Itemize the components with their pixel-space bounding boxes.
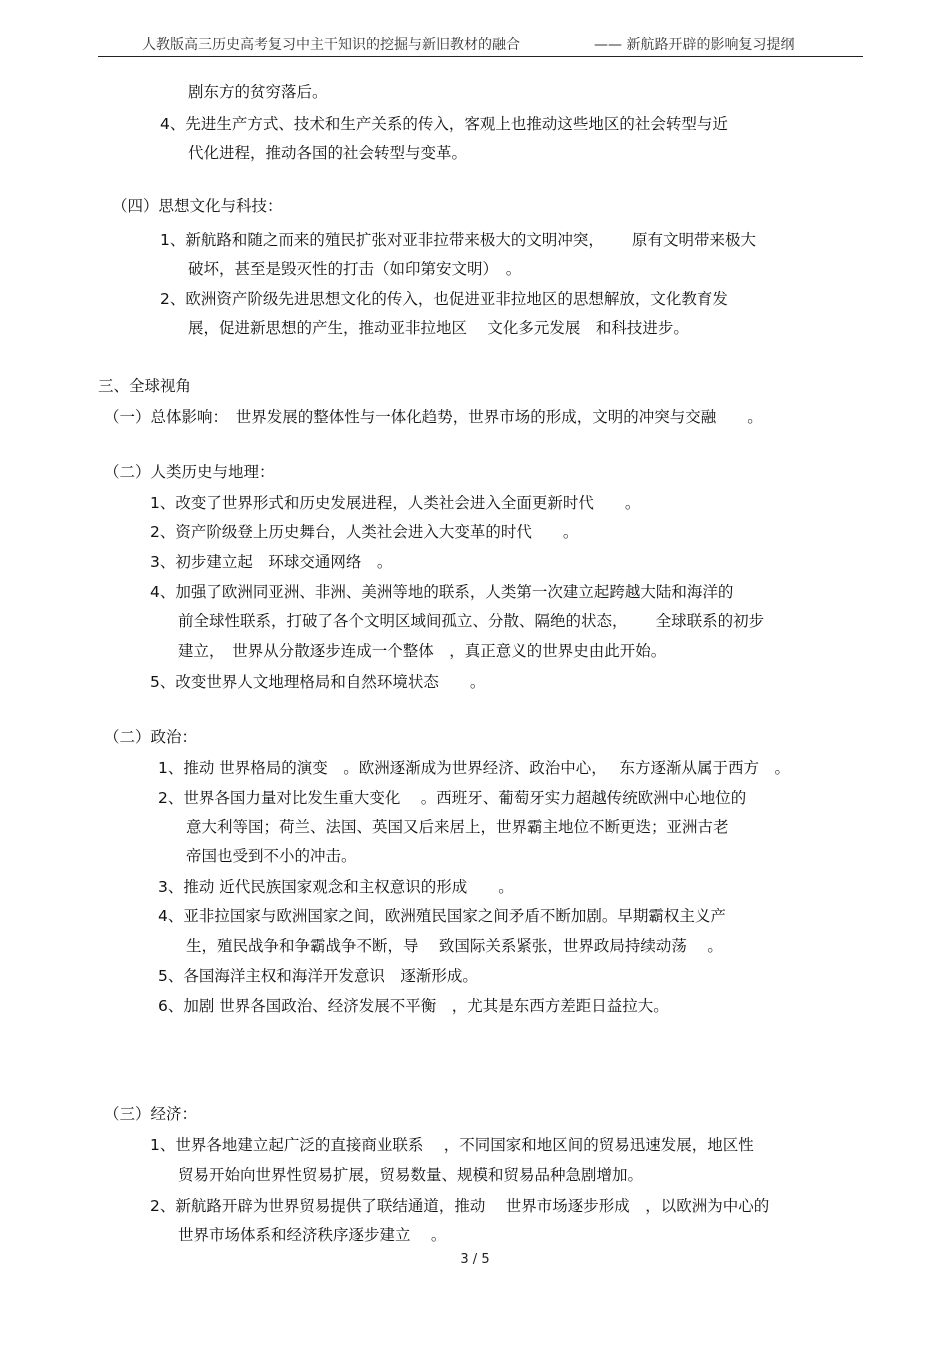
list-item: 3、初步建立起 环球交通网络 。 <box>150 553 393 571</box>
text-line: 剧东方的贫穷落后。 <box>188 83 328 101</box>
section-heading: （一）总体影响： 世界发展的整体性与一体化趋势，世界市场的形成，文明的冲突与交融 。 <box>104 408 763 426</box>
list-item: 4、加强了欧洲同亚洲、非洲、美洲等地的联系，人类第一次建立起跨越大陆和海洋的 <box>150 583 734 601</box>
list-item: 2、欧洲资产阶级先进思想文化的传入，也促进亚非拉地区的思想解放，文化教育发 <box>160 290 728 308</box>
text-line: 帝国也受到不小的冲击。 <box>186 847 357 865</box>
list-item: 2、新航路开辟为世界贸易提供了联结通道，推动 世界市场逐步形成 ，以欧洲为中心的 <box>150 1197 770 1215</box>
section-heading: （二）政治： <box>104 728 198 746</box>
text-line: 前全球性联系，打破了各个文明区域间孤立、分散、隔绝的状态， 全球联系的初步 <box>178 612 765 630</box>
text-line: 代化进程，推动各国的社会转型与变革。 <box>188 144 468 162</box>
list-item: 4、先进生产方式、技术和生产关系的传入，客观上也推动这些地区的社会转型与近 <box>160 115 728 133</box>
list-item: 2、资产阶级登上历史舞台，人类社会进入大变革的时代 。 <box>150 523 579 541</box>
running-header <box>98 34 863 57</box>
page-number: 3 / 5 <box>460 1252 490 1267</box>
header-right-title: —— 新航路开辟的影响复习提纲 <box>594 37 795 53</box>
list-item: 1、新航路和随之而来的殖民扩张对亚非拉带来极大的文明冲突， 原有文明带来极大 <box>160 231 757 249</box>
section-heading: （四）思想文化与科技： <box>112 197 283 215</box>
list-item: 5、改变世界人文地理格局和自然环境状态 。 <box>150 673 486 691</box>
chapter-heading: 三、全球视角 <box>98 377 192 395</box>
header-left-title: 人教版高三历史高考复习中主干知识的挖掘与新旧教材的融合 <box>142 37 520 53</box>
text-line: 贸易开始向世界性贸易扩展，贸易数量、规模和贸易品种急剧增加。 <box>178 1166 644 1184</box>
list-item: 1、改变了世界形式和历史发展进程，人类社会进入全面更新时代 。 <box>150 494 641 512</box>
list-item: 3、推动 近代民族国家观念和主权意识的形成 。 <box>158 878 514 896</box>
list-item: 4、亚非拉国家与欧洲国家之间，欧洲殖民国家之间矛盾不断加剧。早期霸权主义产 <box>158 907 726 925</box>
list-item: 1、推动 世界格局的演变 。欧洲逐渐成为世界经济、政治中心， 东方逐渐从属于西方 。 <box>158 759 790 777</box>
text-line: 建立， 世界从分散逐步连成一个整体 ，真正意义的世界史由此开始。 <box>178 642 667 660</box>
list-item: 2、世界各国力量对比发生重大变化 。西班牙、葡萄牙实力超越传统欧洲中心地位的 <box>158 789 747 807</box>
text-line: 生，殖民战争和争霸战争不断，导 致国际关系紧张，世界政局持续动荡 。 <box>186 937 723 955</box>
text-line: 展，促进新思想的产生，推动亚非拉地区 文化多元发展 和科技进步。 <box>188 319 689 337</box>
list-item: 1、世界各地建立起广泛的直接商业联系 ，不同国家和地区间的贸易迅速发展，地区性 <box>150 1136 754 1154</box>
list-item: 5、各国海洋主权和海洋开发意识 逐渐形成。 <box>158 967 478 985</box>
text-line: 世界市场体系和经济秩序逐步建立 。 <box>178 1226 447 1244</box>
list-item: 6、加剧 世界各国政治、经济发展不平衡 ，尤其是东西方差距日益拉大。 <box>158 997 669 1015</box>
text-line: 破坏，甚至是毁灭性的打击（如印第安文明） 。 <box>188 260 522 278</box>
text-line: 意大利等国；荷兰、法国、英国又后来居上，世界霸主地位不断更迭；亚洲古老 <box>186 818 729 836</box>
section-heading: （三）经济： <box>104 1105 198 1123</box>
section-heading: （二）人类历史与地理： <box>104 463 275 481</box>
